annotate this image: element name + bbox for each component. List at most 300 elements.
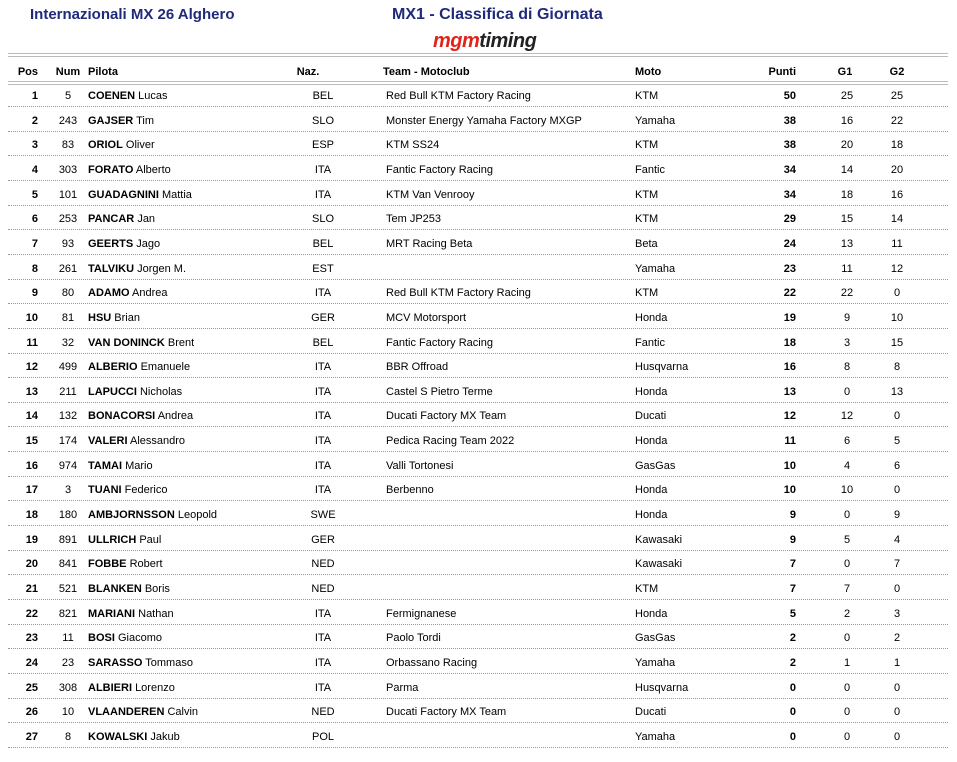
cell-num: 3 bbox=[64, 484, 72, 497]
cell-punti: 5 bbox=[789, 607, 796, 620]
cell-naz: POL bbox=[311, 730, 334, 743]
rider-surname: BONACORSI bbox=[88, 410, 156, 423]
table-row bbox=[8, 86, 948, 107]
cell-naz: ITA bbox=[314, 632, 332, 645]
cell-punti: 0 bbox=[789, 730, 796, 743]
cell-num: 5 bbox=[64, 90, 72, 102]
cell-moto: KTM bbox=[635, 188, 659, 201]
cell-pos: 18 bbox=[25, 509, 38, 522]
cell-team: Orbassano Racing bbox=[386, 656, 478, 669]
rider-surname: HSU bbox=[88, 311, 112, 324]
cell-pilota bbox=[88, 505, 217, 525]
cell-punti: 50 bbox=[783, 90, 796, 102]
cell-num: 93 bbox=[61, 237, 75, 250]
col-punti: Punti bbox=[768, 66, 796, 78]
cell-pilota bbox=[88, 160, 171, 180]
rider-surname: ORIOL bbox=[88, 139, 123, 152]
cell-g2: 15 bbox=[890, 336, 904, 349]
cell-naz: ITA bbox=[314, 385, 332, 398]
cell-g2: 2 bbox=[893, 632, 901, 645]
cell-naz: EST bbox=[312, 262, 334, 275]
cell-pilota bbox=[88, 554, 163, 574]
cell-pilota bbox=[88, 382, 182, 402]
cell-team: Parma bbox=[386, 681, 419, 694]
cell-g2: 14 bbox=[890, 213, 904, 226]
cell-g1: 8 bbox=[843, 361, 851, 374]
rider-surname: GUADAGNINI bbox=[88, 188, 159, 201]
rider-surname: VAN DONINCK bbox=[88, 336, 165, 349]
cell-moto: Ducati bbox=[635, 410, 667, 423]
cell-naz: ITA bbox=[314, 287, 332, 300]
cell-pos: 15 bbox=[25, 435, 38, 448]
rider-name: Alessandro bbox=[129, 435, 186, 448]
cell-naz: GER bbox=[311, 533, 335, 546]
cell-num: 174 bbox=[58, 435, 78, 448]
cell-punti: 13 bbox=[783, 385, 796, 398]
cell-punti: 7 bbox=[789, 583, 796, 595]
cell-pos: 26 bbox=[25, 706, 38, 719]
cell-g1: 10 bbox=[840, 484, 854, 497]
cell-pos: 24 bbox=[25, 656, 38, 669]
col-team: Team - Motoclub bbox=[383, 66, 470, 78]
cell-punti: 2 bbox=[789, 632, 796, 645]
cell-num: 308 bbox=[58, 681, 78, 694]
cell-num: 23 bbox=[61, 656, 75, 669]
cell-pos: 1 bbox=[31, 90, 38, 102]
cell-num: 253 bbox=[58, 213, 78, 226]
rider-name: Brent bbox=[167, 336, 195, 349]
cell-pos: 7 bbox=[31, 237, 38, 250]
rider-surname: SARASSO bbox=[88, 656, 143, 669]
cell-pos: 19 bbox=[25, 533, 38, 546]
cell-naz: ITA bbox=[314, 361, 332, 374]
cell-g1: 5 bbox=[843, 533, 851, 546]
cell-punti: 16 bbox=[783, 361, 796, 374]
cell-team: Monster Energy Yamaha Factory MXGP bbox=[386, 114, 582, 127]
divider bbox=[8, 81, 948, 85]
cell-num: 10 bbox=[61, 706, 75, 719]
cell-punti: 22 bbox=[783, 287, 796, 300]
cell-pilota bbox=[88, 308, 140, 328]
cell-punti: 24 bbox=[783, 237, 796, 250]
table-row bbox=[8, 135, 948, 156]
rider-name: Tommaso bbox=[145, 656, 193, 669]
cell-pilota bbox=[88, 702, 198, 722]
cell-g2: 25 bbox=[890, 90, 904, 102]
rider-surname: GAJSER bbox=[88, 114, 134, 127]
cell-naz: ITA bbox=[314, 656, 332, 669]
table-header bbox=[0, 62, 957, 82]
cell-g2: 0 bbox=[893, 583, 901, 595]
rider-surname: VALERI bbox=[88, 435, 128, 448]
table-row bbox=[8, 604, 948, 625]
cell-moto: Husqvarna bbox=[635, 361, 689, 374]
cell-team: Paolo Tordi bbox=[386, 632, 441, 645]
rider-name: Jakub bbox=[150, 730, 180, 743]
table-row bbox=[8, 357, 948, 378]
cell-naz: BEL bbox=[312, 90, 334, 102]
cell-punti: 34 bbox=[783, 188, 796, 201]
cell-g1: 0 bbox=[843, 681, 851, 694]
cell-moto: Yamaha bbox=[635, 656, 676, 669]
rider-name: Robert bbox=[129, 558, 163, 571]
cell-team: Red Bull KTM Factory Racing bbox=[386, 287, 531, 300]
rider-surname: TALVIKU bbox=[88, 262, 135, 275]
rider-surname: MARIANI bbox=[88, 607, 136, 620]
cell-pos: 4 bbox=[31, 163, 38, 176]
cell-naz: ITA bbox=[314, 435, 332, 448]
rider-name: Lorenzo bbox=[135, 681, 175, 694]
rider-name: Giacomo bbox=[117, 632, 162, 645]
rider-surname: KOWALSKI bbox=[88, 730, 148, 743]
cell-pilota bbox=[88, 185, 192, 205]
cell-moto: Fantic bbox=[635, 163, 665, 176]
cell-punti: 9 bbox=[789, 533, 796, 546]
cell-pilota bbox=[88, 678, 175, 698]
cell-pilota bbox=[88, 111, 154, 131]
cell-g2: 10 bbox=[890, 311, 904, 324]
cell-moto: KTM bbox=[635, 90, 659, 102]
cell-g1: 4 bbox=[843, 459, 851, 472]
cell-punti: 0 bbox=[789, 706, 796, 719]
cell-team: Fantic Factory Racing bbox=[386, 336, 493, 349]
cell-g2: 12 bbox=[890, 262, 904, 275]
cell-num: 499 bbox=[58, 361, 78, 374]
cell-num: 11 bbox=[62, 632, 74, 645]
cell-g1: 0 bbox=[843, 632, 851, 645]
table-row bbox=[8, 530, 948, 551]
cell-g1: 0 bbox=[843, 730, 851, 743]
rider-surname: FORATO bbox=[88, 163, 134, 176]
rider-surname: AMBJORNSSON bbox=[88, 509, 175, 522]
cell-g2: 6 bbox=[893, 459, 901, 472]
rider-name: Jago bbox=[136, 237, 161, 250]
cell-g1: 12 bbox=[840, 410, 854, 423]
cell-pos: 22 bbox=[25, 607, 38, 620]
table-row bbox=[8, 456, 948, 477]
cell-g2: 9 bbox=[893, 509, 901, 522]
table-row bbox=[8, 333, 948, 354]
cell-pos: 20 bbox=[25, 558, 38, 571]
cell-team: Tem JP253 bbox=[386, 213, 442, 226]
cell-pos: 10 bbox=[25, 311, 38, 324]
rider-surname: VLAANDEREN bbox=[88, 706, 165, 719]
page-title: MX1 - Classifica di Giornata bbox=[392, 6, 603, 23]
table-row bbox=[8, 382, 948, 403]
cell-pos: 8 bbox=[31, 262, 38, 275]
cell-pilota bbox=[88, 333, 194, 353]
cell-moto: Honda bbox=[635, 509, 668, 522]
cell-num: 180 bbox=[58, 509, 78, 522]
cell-moto: GasGas bbox=[635, 632, 676, 645]
divider bbox=[8, 53, 948, 57]
cell-moto: Honda bbox=[635, 607, 668, 620]
cell-moto: Honda bbox=[635, 385, 668, 398]
table-row bbox=[8, 653, 948, 674]
cell-punti: 18 bbox=[783, 336, 796, 349]
cell-moto: Honda bbox=[635, 311, 668, 324]
cell-team: MCV Motorsport bbox=[386, 311, 467, 324]
rider-surname: ADAMO bbox=[88, 287, 130, 300]
col-pilota: Pilota bbox=[88, 66, 118, 78]
cell-pilota bbox=[88, 283, 168, 303]
cell-moto: Honda bbox=[635, 435, 668, 448]
table-row bbox=[8, 505, 948, 526]
cell-moto: Beta bbox=[635, 237, 658, 250]
cell-g1: 11 bbox=[841, 262, 853, 275]
cell-punti: 11 bbox=[784, 435, 796, 448]
cell-num: 101 bbox=[58, 188, 78, 201]
table-row bbox=[8, 111, 948, 132]
cell-team: KTM SS24 bbox=[386, 139, 440, 152]
rider-surname: BLANKEN bbox=[88, 583, 142, 595]
cell-punti: 23 bbox=[783, 262, 796, 275]
cell-punti: 0 bbox=[789, 681, 796, 694]
cell-pos: 12 bbox=[25, 361, 38, 374]
cell-g1: 9 bbox=[843, 311, 851, 324]
cell-g1: 20 bbox=[840, 139, 854, 152]
cell-naz: ITA bbox=[314, 410, 332, 423]
cell-punti: 12 bbox=[783, 410, 796, 423]
cell-num: 821 bbox=[58, 607, 78, 620]
cell-pos: 23 bbox=[25, 632, 38, 645]
cell-naz: GER bbox=[311, 311, 335, 324]
cell-punti: 29 bbox=[783, 213, 796, 226]
cell-num: 303 bbox=[58, 163, 78, 176]
rider-surname: LAPUCCI bbox=[88, 385, 137, 398]
rider-name: Mattia bbox=[161, 188, 192, 201]
cell-g2: 20 bbox=[890, 163, 904, 176]
cell-naz: NED bbox=[311, 706, 335, 719]
cell-num: 80 bbox=[61, 287, 75, 300]
rider-name: Jan bbox=[137, 213, 156, 226]
cell-g1: 0 bbox=[843, 558, 851, 571]
col-naz: Naz. bbox=[296, 66, 320, 78]
rider-surname: PANCAR bbox=[88, 213, 135, 226]
cell-pilota bbox=[88, 357, 190, 377]
cell-pilota bbox=[88, 480, 167, 500]
cell-pilota bbox=[88, 406, 193, 426]
table-row bbox=[8, 406, 948, 427]
rider-surname: ULLRICH bbox=[88, 533, 137, 546]
cell-pos: 3 bbox=[31, 139, 38, 152]
cell-team: Berbenno bbox=[386, 484, 434, 497]
cell-g2: 18 bbox=[890, 139, 904, 152]
cell-num: 521 bbox=[58, 583, 78, 595]
rider-name: Tim bbox=[136, 114, 155, 127]
cell-g1: 7 bbox=[843, 583, 851, 595]
rider-name: Jorgen M. bbox=[137, 262, 187, 275]
rider-name: Federico bbox=[124, 484, 168, 497]
cell-punti: 9 bbox=[789, 509, 796, 522]
cell-pilota bbox=[88, 653, 193, 673]
table-row bbox=[8, 554, 948, 575]
cell-pos: 14 bbox=[25, 410, 38, 423]
cell-g2: 0 bbox=[893, 287, 901, 300]
cell-g2: 22 bbox=[890, 114, 904, 127]
table-row bbox=[8, 185, 948, 206]
cell-naz: SLO bbox=[311, 114, 334, 127]
cell-g1: 6 bbox=[843, 435, 851, 448]
cell-g2: 0 bbox=[893, 410, 901, 423]
cell-g2: 8 bbox=[893, 361, 901, 374]
cell-num: 243 bbox=[58, 114, 78, 127]
cell-num: 891 bbox=[58, 533, 78, 546]
table-row bbox=[8, 308, 948, 329]
cell-g1: 0 bbox=[843, 509, 851, 522]
cell-g1: 0 bbox=[843, 385, 851, 398]
cell-moto: KTM bbox=[635, 287, 659, 300]
cell-pilota bbox=[88, 234, 160, 254]
table-row bbox=[8, 579, 948, 600]
cell-g2: 0 bbox=[893, 681, 901, 694]
cell-naz: BEL bbox=[312, 336, 334, 349]
table-row bbox=[8, 209, 948, 230]
cell-g2: 0 bbox=[893, 706, 901, 719]
cell-g2: 0 bbox=[893, 484, 901, 497]
mgmtiming-logo: mgmtiming bbox=[433, 30, 537, 52]
cell-pilota bbox=[88, 579, 170, 599]
cell-pos: 16 bbox=[25, 459, 38, 472]
cell-pos: 25 bbox=[25, 681, 38, 694]
cell-num: 841 bbox=[58, 558, 78, 571]
col-g1: G1 bbox=[837, 66, 853, 78]
rider-surname: ALBIERI bbox=[88, 681, 132, 694]
cell-naz: SLO bbox=[311, 213, 334, 226]
cell-moto: Yamaha bbox=[635, 262, 676, 275]
cell-g1: 15 bbox=[840, 213, 854, 226]
cell-team: Ducati Factory MX Team bbox=[386, 706, 507, 719]
cell-moto: Yamaha bbox=[635, 730, 676, 743]
cell-moto: Honda bbox=[635, 484, 668, 497]
cell-g2: 4 bbox=[893, 533, 901, 546]
cell-naz: ITA bbox=[314, 681, 332, 694]
cell-g1: 0 bbox=[843, 706, 851, 719]
cell-naz: NED bbox=[311, 583, 335, 595]
rider-name: Nathan bbox=[138, 607, 174, 620]
cell-team: Red Bull KTM Factory Racing bbox=[386, 90, 531, 102]
cell-num: 261 bbox=[58, 262, 78, 275]
cell-moto: Yamaha bbox=[635, 114, 676, 127]
cell-g2: 16 bbox=[890, 188, 904, 201]
cell-pilota bbox=[88, 530, 161, 550]
rider-name: Andrea bbox=[157, 410, 194, 423]
cell-team: Ducati Factory MX Team bbox=[386, 410, 507, 423]
cell-pilota bbox=[88, 628, 162, 648]
cell-g2: 1 bbox=[893, 656, 901, 669]
cell-moto: Kawasaki bbox=[635, 558, 683, 571]
rider-surname: TUANI bbox=[88, 484, 122, 497]
cell-g1: 14 bbox=[840, 163, 854, 176]
cell-g2: 7 bbox=[893, 558, 901, 571]
cell-g1: 25 bbox=[840, 90, 854, 102]
cell-punti: 10 bbox=[783, 459, 796, 472]
cell-team: MRT Racing Beta bbox=[386, 237, 473, 250]
cell-team: Pedica Racing Team 2022 bbox=[386, 435, 515, 448]
cell-moto: GasGas bbox=[635, 459, 676, 472]
cell-punti: 38 bbox=[783, 139, 796, 152]
cell-g2: 3 bbox=[893, 607, 901, 620]
cell-team: Valli Tortonesi bbox=[386, 459, 454, 472]
cell-moto: Kawasaki bbox=[635, 533, 683, 546]
cell-team: Fermignanese bbox=[386, 607, 457, 620]
cell-pos: 17 bbox=[25, 484, 38, 497]
cell-pos: 9 bbox=[31, 287, 38, 300]
rider-name: Brian bbox=[114, 311, 140, 324]
cell-naz: ITA bbox=[314, 459, 332, 472]
col-num: Num bbox=[55, 66, 81, 78]
cell-pos: 27 bbox=[25, 730, 38, 743]
cell-pos: 5 bbox=[31, 188, 38, 201]
rider-name: Alberto bbox=[135, 163, 171, 176]
cell-g2: 0 bbox=[893, 730, 901, 743]
cell-pilota bbox=[88, 135, 155, 155]
rider-surname: ALBERIO bbox=[88, 361, 138, 374]
table-row bbox=[8, 431, 948, 452]
cell-g1: 16 bbox=[840, 114, 854, 127]
table-row bbox=[8, 283, 948, 304]
cell-team: Fantic Factory Racing bbox=[386, 163, 493, 176]
cell-pos: 2 bbox=[31, 114, 38, 127]
cell-moto: Fantic bbox=[635, 336, 665, 349]
rider-name: Andrea bbox=[132, 287, 168, 300]
table-row bbox=[8, 259, 948, 280]
cell-num: 974 bbox=[58, 459, 78, 472]
cell-naz: ITA bbox=[314, 188, 332, 201]
col-pos: Pos bbox=[17, 66, 38, 78]
cell-moto: KTM bbox=[635, 139, 659, 152]
table-row bbox=[8, 628, 948, 649]
cell-g2: 13 bbox=[890, 385, 904, 398]
cell-punti: 19 bbox=[783, 311, 796, 324]
cell-naz: ITA bbox=[314, 163, 332, 176]
cell-g1: 2 bbox=[843, 607, 851, 620]
rider-name: Oliver bbox=[125, 139, 155, 152]
cell-pos: 13 bbox=[25, 385, 38, 398]
cell-pilota bbox=[88, 209, 155, 229]
rider-surname: COENEN bbox=[88, 90, 136, 102]
cell-team: KTM Van Venrooy bbox=[386, 188, 475, 201]
cell-g1: 18 bbox=[840, 188, 854, 201]
cell-g2: 5 bbox=[893, 435, 901, 448]
cell-naz: ITA bbox=[314, 484, 332, 497]
rider-surname: GEERTS bbox=[88, 237, 134, 250]
cell-pilota bbox=[88, 604, 174, 624]
event-title: Internazionali MX 26 Alghero bbox=[30, 6, 235, 23]
rider-name: Leopold bbox=[177, 509, 218, 522]
cell-moto: KTM bbox=[635, 583, 659, 595]
col-moto: Moto bbox=[635, 66, 662, 78]
cell-punti: 38 bbox=[783, 114, 796, 127]
cell-num: 8 bbox=[64, 730, 72, 743]
cell-team: BBR Offroad bbox=[386, 361, 449, 374]
cell-num: 81 bbox=[61, 311, 75, 324]
rider-surname: TAMAI bbox=[88, 459, 123, 472]
cell-naz: NED bbox=[311, 558, 335, 571]
cell-punti: 10 bbox=[783, 484, 796, 497]
cell-num: 32 bbox=[61, 336, 75, 349]
cell-moto: KTM bbox=[635, 213, 659, 226]
rider-name: Lucas bbox=[138, 90, 168, 102]
cell-punti: 7 bbox=[789, 558, 796, 571]
table-row bbox=[8, 678, 948, 699]
rider-name: Calvin bbox=[167, 706, 199, 719]
table-row bbox=[8, 727, 948, 748]
rider-surname: FOBBE bbox=[88, 558, 127, 571]
col-g2: G2 bbox=[889, 66, 905, 78]
rider-name: Mario bbox=[125, 459, 153, 472]
cell-pos: 11 bbox=[26, 336, 38, 349]
